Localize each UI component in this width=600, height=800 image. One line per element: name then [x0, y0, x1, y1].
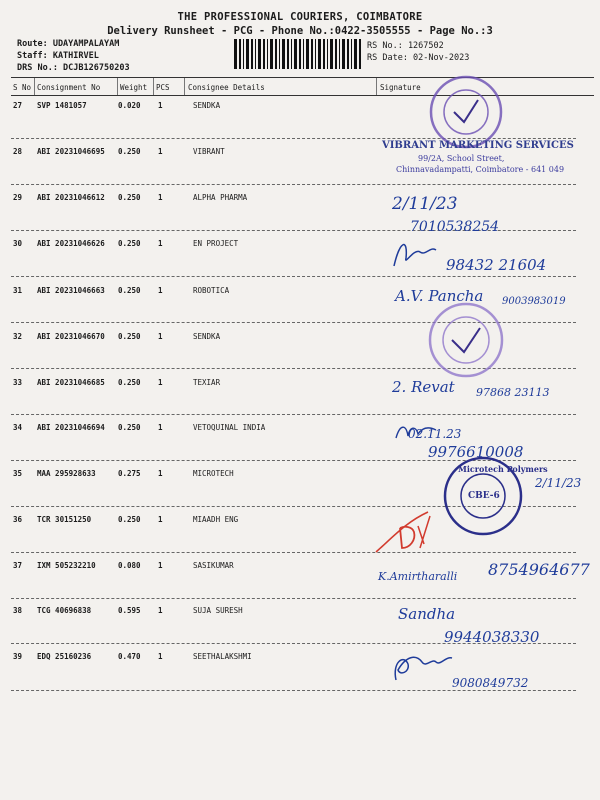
sno-cell: 30: [13, 239, 23, 248]
vibrant-stamp-address: 99/2A, School Street,: [418, 154, 505, 163]
consignee-name: MICROTECH: [193, 469, 234, 478]
consignee-name: VIBRANT: [193, 147, 225, 156]
consignment-number: MAA 295928633: [37, 469, 96, 478]
consignee-name: SENDKA: [193, 101, 221, 110]
sno-cell: 34: [13, 423, 23, 432]
pcs-cell: 1: [158, 561, 163, 570]
sendka-stamp-icon: [420, 300, 512, 380]
weight-cell: 0.250: [118, 147, 141, 156]
weight-cell: 0.080: [118, 561, 141, 570]
pcs-cell: 1: [158, 332, 163, 341]
weight-cell: 0.470: [118, 652, 141, 661]
row33-name-handwritten: 2. Revat: [392, 378, 455, 396]
rs-number: RS No.: 1267502: [367, 41, 444, 51]
column-header-pcs: PCS: [156, 83, 170, 92]
consignment-number: ABI 20231046670: [37, 332, 105, 341]
pcs-cell: 1: [158, 147, 163, 156]
weight-cell: 0.250: [118, 515, 141, 524]
consignment-number: SVP 1481057: [37, 101, 87, 110]
weight-cell: 0.250: [118, 239, 141, 248]
consignee-name: SEETHALAKSHMI: [193, 652, 252, 661]
sno-cell: 29: [13, 193, 23, 202]
weight-cell: 0.020: [118, 101, 141, 110]
weight-cell: 0.275: [118, 469, 141, 478]
row29-phone-handwritten: 7010538254: [410, 219, 500, 235]
column-divider: [153, 78, 154, 95]
sendka-stamp-icon: [420, 74, 512, 150]
consignee-name: ROBOTICA: [193, 286, 230, 295]
consignment-number: ABI 20231046626: [37, 239, 105, 248]
row29-date-handwritten: 2/11/23: [392, 194, 458, 214]
pcs-cell: 1: [158, 515, 163, 524]
column-divider: [34, 78, 35, 95]
company-name: THE PROFESSIONAL COURIERS, COIMBATORE: [177, 11, 423, 23]
route-label: Route: UDAYAMPALAYAM: [17, 39, 120, 49]
consignment-number: TCR 30151250: [37, 515, 92, 524]
sno-cell: 33: [13, 378, 23, 387]
row31-phone-handwritten: 9003983019: [502, 296, 566, 307]
consignee-name: SENDKA: [193, 332, 221, 341]
row30-signature-scribble: [390, 236, 440, 270]
pcs-cell: 1: [158, 606, 163, 615]
row31-name-handwritten: A.V. Pancha: [395, 287, 484, 305]
consignment-number: ABI 20231046685: [37, 378, 105, 387]
consignment-number: EDQ 25160236: [37, 652, 92, 661]
pcs-cell: 1: [158, 286, 163, 295]
pcs-cell: 1: [158, 378, 163, 387]
consignee-name: TEXIAR: [193, 378, 221, 387]
column-header-signature: Signature: [380, 83, 421, 92]
row38-phone-handwritten: 9944038330: [444, 628, 540, 646]
weight-cell: 0.250: [118, 332, 141, 341]
row34-phone-handwritten: 9976610008: [428, 443, 524, 461]
microtech-stamp-name: Microtech Polymers: [458, 464, 548, 474]
column-divider: [117, 78, 118, 95]
sno-cell: 38: [13, 606, 23, 615]
sno-cell: 39: [13, 652, 23, 661]
vibrant-stamp-city: Chinnavadampatti, Coimbatore - 641 049: [396, 165, 565, 174]
pcs-cell: 1: [158, 423, 163, 432]
consignee-name: VETOQUINAL INDIA: [193, 423, 266, 432]
weight-cell: 0.250: [118, 286, 141, 295]
pcs-cell: 1: [158, 193, 163, 202]
row30-phone-handwritten: 98432 21604: [446, 256, 547, 274]
consignee-name: EN PROJECT: [193, 239, 239, 248]
row35-date-handwritten: 2/11/23: [535, 476, 582, 490]
consignment-number: ABI 20231046694: [37, 423, 105, 432]
column-header-consignee: Consignee Details: [188, 83, 265, 92]
row-divider: [11, 690, 576, 691]
consignment-number: ABI 20231046612: [37, 193, 105, 202]
weight-cell: 0.595: [118, 606, 141, 615]
sno-cell: 32: [13, 332, 23, 341]
sno-cell: 37: [13, 561, 23, 570]
column-header-sno: S No: [13, 83, 32, 92]
consignment-number: ABI 20231046695: [37, 147, 105, 156]
pcs-cell: 1: [158, 469, 163, 478]
staff-label: Staff: KATHIRVEL: [17, 51, 99, 61]
consignment-number: TCG 40696838: [37, 606, 92, 615]
pcs-cell: 1: [158, 652, 163, 661]
row39-phone-handwritten: 9080849732: [452, 676, 529, 690]
row-divider: [11, 276, 576, 277]
barcode: [234, 39, 362, 69]
consignment-number: ABI 20231046663: [37, 286, 105, 295]
row33-phone-handwritten: 97868 23113: [476, 386, 550, 399]
row34-date-handwritten: 02.11.23: [408, 427, 462, 441]
row-divider: [11, 184, 576, 185]
row34-signature-scribble: [392, 420, 440, 442]
rs-date: RS Date: 02-Nov-2023: [367, 53, 470, 63]
row-divider: [11, 552, 576, 553]
vibrant-stamp-title: VIBRANT MARKETING SERVICES: [382, 140, 574, 151]
sno-cell: 35: [13, 469, 23, 478]
sno-cell: 28: [13, 147, 23, 156]
weight-cell: 0.250: [118, 193, 141, 202]
weight-cell: 0.250: [118, 423, 141, 432]
sno-cell: 31: [13, 286, 23, 295]
row-divider: [11, 414, 576, 415]
pcs-cell: 1: [158, 239, 163, 248]
column-divider: [376, 78, 377, 95]
weight-cell: 0.250: [118, 378, 141, 387]
column-header-weight: Weight: [120, 83, 148, 92]
sno-cell: 36: [13, 515, 23, 524]
row-divider: [11, 598, 576, 599]
row39-signature-scribble: [388, 650, 458, 686]
drs-number: DRS No.: DCJB126750203: [17, 63, 130, 73]
consignment-number: IXM 505232210: [37, 561, 96, 570]
row38-name-handwritten: Sandha: [398, 605, 456, 623]
row37-phone-handwritten: 8754964677: [488, 560, 590, 579]
consignee-name: MIAADH ENG: [193, 515, 239, 524]
column-header-consignment: Consignment No: [37, 83, 101, 92]
row36-red-signature: [372, 508, 450, 558]
consignee-name: SUJA SURESH: [193, 606, 243, 615]
runsheet-title: Delivery Runsheet - PCG - Phone No.:0422-3505555 - Page No.:3: [107, 25, 493, 37]
pcs-cell: 1: [158, 101, 163, 110]
sno-cell: 27: [13, 101, 23, 110]
consignee-name: ALPHA PHARMA: [193, 193, 248, 202]
microtech-stamp-center: CBE-6: [468, 491, 500, 501]
row37-name-handwritten: K.Amirtharalli: [378, 570, 458, 583]
column-divider: [184, 78, 185, 95]
consignee-name: SASIKUMAR: [193, 561, 234, 570]
